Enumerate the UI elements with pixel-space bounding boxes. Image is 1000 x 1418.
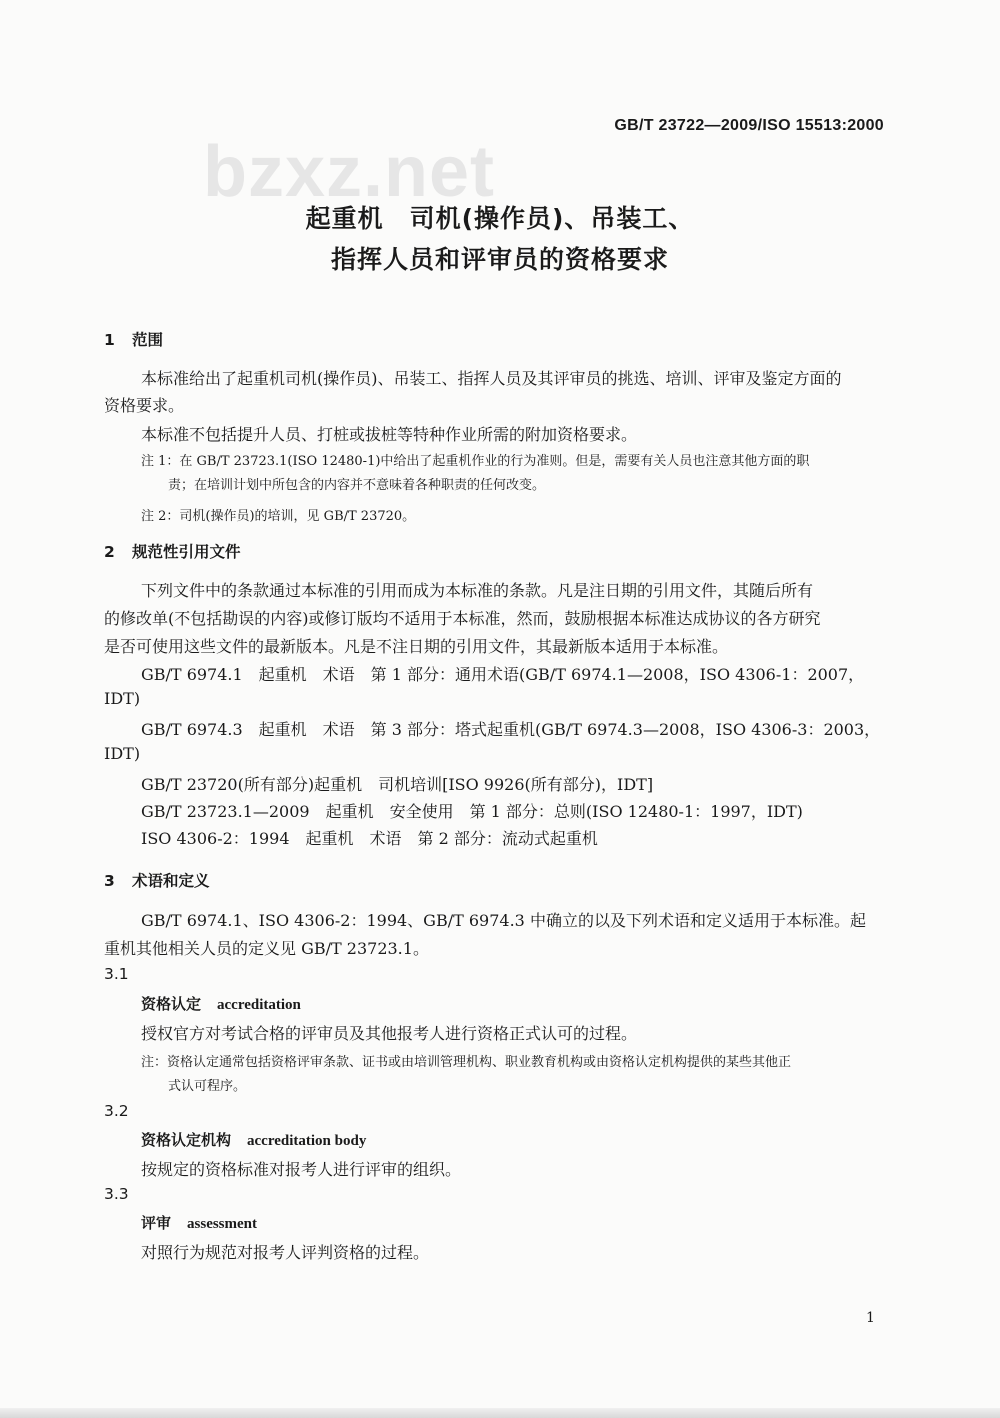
paragraph: GB/T 6974.1、ISO 4306-2：1994、GB/T 6974.3 中确立的以及下列术语和定义适用于本标准。起 xyxy=(141,911,866,930)
watermark: bzxz.net xyxy=(203,132,496,212)
page-edge xyxy=(0,1408,1000,1418)
page-title-line-1: 起重机 司机(操作员)、吊装工、 xyxy=(305,204,695,233)
section-number: 1 xyxy=(104,331,115,349)
term-zh: 资格认定 xyxy=(141,995,202,1013)
term-heading xyxy=(141,1129,366,1150)
clause-number: 3.1 xyxy=(104,965,129,983)
section-heading-2 xyxy=(104,540,241,562)
paragraph: 的修改单(不包括勘误的内容)或修订版均不适用于本标准，然而，鼓励根据本标准达成协议的各方研究 xyxy=(104,609,821,628)
paragraph: 是否可使用这些文件的最新版本。凡是不注日期的引用文件，其最新版本适用于本标准。 xyxy=(104,637,729,656)
section-number: 2 xyxy=(104,543,115,561)
term-en: assessment xyxy=(187,1216,258,1232)
definition: 授权官方对考试合格的评审员及其他报考人进行资格正式认可的过程。 xyxy=(141,1024,638,1043)
section-title: 规范性引用文件 xyxy=(132,543,241,561)
note: 注 1：在 GB/T 23723.1(ISO 12480-1)中给出了起重机作业的行为准则。但是，需要有关人员也注意其他方面的职 xyxy=(141,454,810,469)
note: 注 2：司机(操作员)的培训，见 GB/T 23720。 xyxy=(141,509,416,524)
term-en: accreditation xyxy=(217,997,301,1013)
note: 责；在培训计划中所包含的内容并不意味着各种职责的任何改变。 xyxy=(168,478,546,493)
paragraph: 本标准给出了起重机司机(操作员)、吊装工、指挥人员及其评审员的挑选、培训、评审及鉴定方面的 xyxy=(141,369,842,388)
section-heading-3 xyxy=(104,869,210,891)
section-title: 范围 xyxy=(132,331,164,349)
reference-item: GB/T 23720(所有部分)起重机 司机培训[ISO 9926(所有部分)，IDT] xyxy=(141,775,654,794)
definition: 按规定的资格标准对报考人进行评审的组织。 xyxy=(141,1160,462,1179)
term-heading xyxy=(141,1212,257,1233)
paragraph: 下列文件中的条款通过本标准的引用而成为本标准的条款。凡是注日期的引用文件，其随后所有 xyxy=(141,581,814,600)
note: 式认可程序。 xyxy=(168,1079,247,1094)
clause-number: 3.3 xyxy=(104,1185,129,1203)
clause-number: 3.2 xyxy=(104,1102,129,1120)
term-zh: 资格认定机构 xyxy=(141,1131,232,1149)
term-zh: 评审 xyxy=(141,1214,172,1232)
reference-item: IDT) xyxy=(104,744,141,763)
section-number: 3 xyxy=(104,872,115,890)
term-heading xyxy=(141,993,301,1014)
reference-item: ISO 4306-2：1994 起重机 术语 第 2 部分：流动式起重机 xyxy=(141,829,598,848)
term-en: accreditation body xyxy=(247,1133,367,1149)
paragraph: 资格要求。 xyxy=(104,396,185,415)
paragraph: 重机其他相关人员的定义见 GB/T 23723.1。 xyxy=(104,939,429,958)
definition: 对照行为规范对报考人评判资格的过程。 xyxy=(141,1243,430,1262)
reference-item: GB/T 6974.3 起重机 术语 第 3 部分：塔式起重机(GB/T 6974.3—2008，ISO 4306-3：2003， xyxy=(141,720,881,739)
paragraph: 本标准不包括提升人员、打桩或拔桩等特种作业所需的附加资格要求。 xyxy=(141,425,638,444)
reference-item: GB/T 6974.1 起重机 术语 第 1 部分：通用术语(GB/T 6974.1—2008，ISO 4306-1：2007， xyxy=(141,665,865,684)
reference-item: GB/T 23723.1—2009 起重机 安全使用 第 1 部分：总则(ISO 12480-1：1997，IDT) xyxy=(141,802,803,821)
standard-code: GB/T 23722—2009/ISO 15513:2000 xyxy=(614,117,884,134)
note: 注：资格认定通常包括资格评审条款、证书或由培训管理机构、职业教育机构或由资格认定机构提供的某些其他正 xyxy=(141,1055,792,1070)
page-title-line-2: 指挥人员和评审员的资格要求 xyxy=(330,245,669,274)
section-title: 术语和定义 xyxy=(132,872,210,890)
page-number: 1 xyxy=(866,1310,875,1326)
reference-item: IDT) xyxy=(104,689,141,708)
section-heading-1 xyxy=(104,328,163,350)
